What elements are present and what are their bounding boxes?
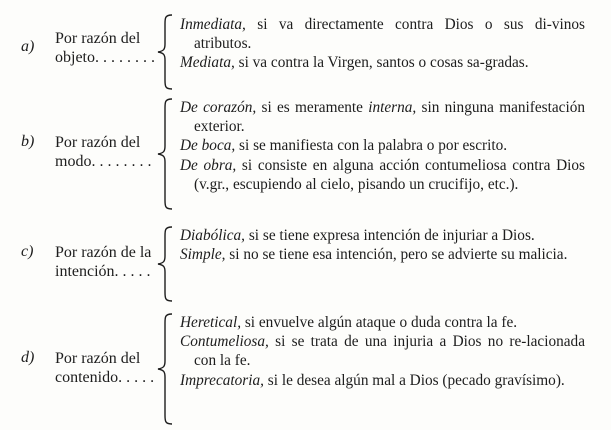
definition-item: [180, 53, 585, 72]
definition-term: Simple,: [180, 246, 226, 264]
definition-term: Contumeliosa,: [180, 333, 269, 351]
definition-text: sin ninguna manifestación exterior.: [194, 99, 586, 136]
definition-term: Mediata,: [180, 54, 235, 72]
definition-text: si se tiene expresa intención de injuriar a Dios.: [245, 227, 535, 244]
definition-text: si no se tiene esa intención, pero se advierte su malicia.: [225, 246, 568, 264]
section-label-line1: Por razón del: [55, 30, 141, 47]
definition-item: [180, 156, 585, 194]
definition-text: si se manifiesta con la palabra o por escrito.: [235, 137, 508, 155]
definition-text: si le desea algún mal a Dios (pecado gravísimo).: [263, 371, 565, 389]
definition-item: [180, 226, 585, 245]
section-definitions: [180, 15, 585, 73]
definition-term: Inmediata,: [180, 16, 246, 33]
section-label: [55, 133, 151, 171]
section-label-line1: Por razón de la: [55, 244, 152, 261]
section-label-line1: Por razón del: [55, 350, 141, 367]
section-definitions: [180, 98, 585, 194]
definition-term: Diabólica,: [180, 227, 246, 244]
brace-icon: [154, 313, 180, 425]
definition-text: si va directamente contra Dios o sus di-vinos atributos.: [194, 16, 585, 53]
definition-item: [180, 313, 585, 332]
definition-item: [180, 15, 585, 53]
definition-item: [180, 98, 585, 136]
definition-term: Imprecatoria,: [180, 371, 264, 389]
section-definitions: [180, 313, 585, 390]
section-letter: b): [21, 133, 35, 150]
section-letter: c): [21, 243, 34, 260]
definition-term: Heretical,: [180, 314, 242, 331]
definition-item: [180, 332, 585, 370]
definition-text: si se trata de una injuria a Dios no re-lacionada con la fe.: [194, 333, 585, 370]
definition-item: [180, 245, 585, 264]
section-label-line2: modo. . . . . . . .: [55, 153, 152, 170]
definition-term: De obra,: [180, 156, 237, 174]
section-letter: d): [21, 349, 35, 366]
section-label-line2: objeto. . . . . . . .: [55, 49, 155, 66]
section-label: [55, 29, 155, 67]
section-definitions: [180, 226, 585, 264]
brace-icon: [154, 98, 180, 210]
definition-text: si envuelve algún ataque o duda contra la fe.: [241, 314, 518, 331]
brace-icon: [154, 226, 180, 302]
section-label-line1: Por razón del: [55, 134, 141, 151]
section-label: [55, 243, 151, 281]
section-label-line2: intención. . . . .: [55, 263, 151, 280]
definition-text: si consiste en alguna acción contumeliosa contra Dios (v.gr., escupiendo al cielo, pisando un crucifijo, etc.).: [194, 156, 585, 193]
section-letter: a): [21, 38, 35, 55]
section-label-line2: contenido. . . . .: [55, 369, 155, 386]
brace-icon: [154, 14, 180, 90]
definition-item: [180, 371, 585, 390]
definition-item: [180, 136, 585, 155]
definition-emphasis: interna,: [368, 99, 417, 116]
definition-text: si es meramente: [256, 99, 369, 116]
definition-term: De boca,: [180, 137, 236, 155]
definition-text: si va contra la Virgen, santos o cosas sa-gradas.: [234, 54, 529, 72]
section-label: [55, 349, 154, 387]
definition-term: De corazón,: [180, 99, 257, 116]
